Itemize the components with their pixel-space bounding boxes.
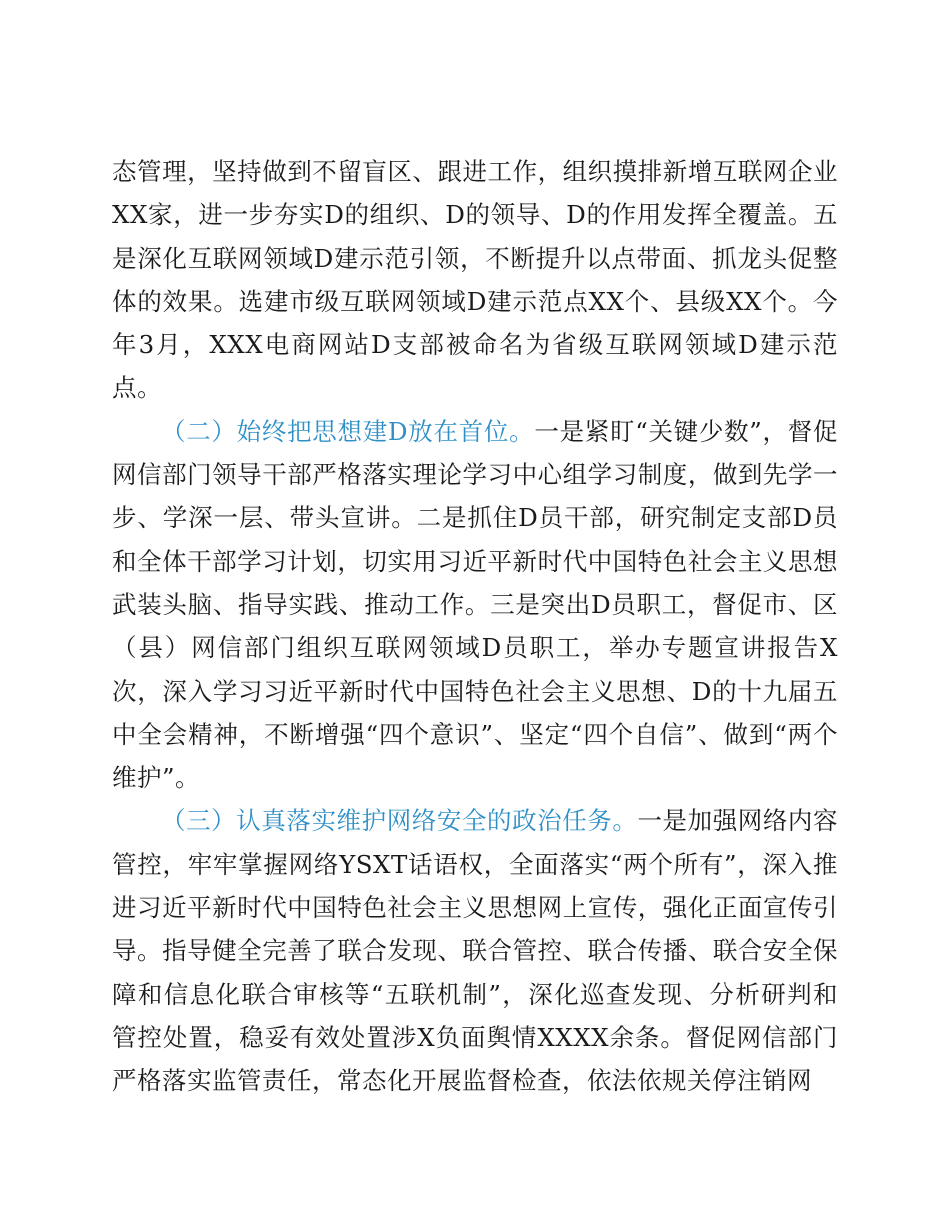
paragraph-text: 一是紧盯“关键少数”，督促网信部门领导干部严格落实理论学习中心组学习制度，做到先学一步、学深一层、带头宣讲。二是抓住D员干部，研究制定支部D员和全体干部学习计划，切实用习近平新时代中国特色社会主义思想武装头脑、指导实践、推动工作。三是突出D员职工，督促市、区（县）网信部门组织互联网领域D员职工，举办专题宣讲报告X次，深入学习习近平新时代中国特色社会主义思想、D的十九届五中全会精神，不断增强“四个意识”、坚定“四个自信”、做到“两个维护”。 — [112, 416, 838, 793]
paragraph-text: 一是加强网络内容管控，牢牢掌握网络YSXT话语权，全面落实“两个所有”，深入推进习近平新时代中国特色社会主义思想网上宣传，强化正面宣传引导。指导健全完善了联合发现、联合管控、联合传播、联合安全保障和信息化联合审核等“五联机制”，深化巡查发现、分析研判和管控处置，稳妥有效处置涉X负面舆情XXXX余条。督促网信部门严格落实监管责任，常态化开展监督检查，依法依规关停注销网 — [112, 806, 839, 1096]
paragraph-continuation — [112, 150, 838, 410]
paragraph-text: 态管理，坚持做到不留盲区、跟进工作，组织摸排新增互联网企业XX家，进一步夯实D的组织、D的领导、D的作用发挥全覆盖。五是深化互联网领域D建示范引领，不断提升以点带面、抓龙头促整体的效果。选建市级互联网领域D建示范点XX个、县级XX个。今年3月，XXX电商网站D支部被命名为省级互联网领域D建示范点。 — [112, 157, 838, 403]
document-body — [112, 150, 838, 1103]
paragraph-section-2 — [112, 410, 838, 800]
section-heading: （三）认真落实维护网络安全的政治任务。 — [161, 806, 638, 836]
paragraph-section-3 — [112, 799, 838, 1102]
section-heading: （二）始终把思想建D放在首位。 — [161, 416, 535, 446]
